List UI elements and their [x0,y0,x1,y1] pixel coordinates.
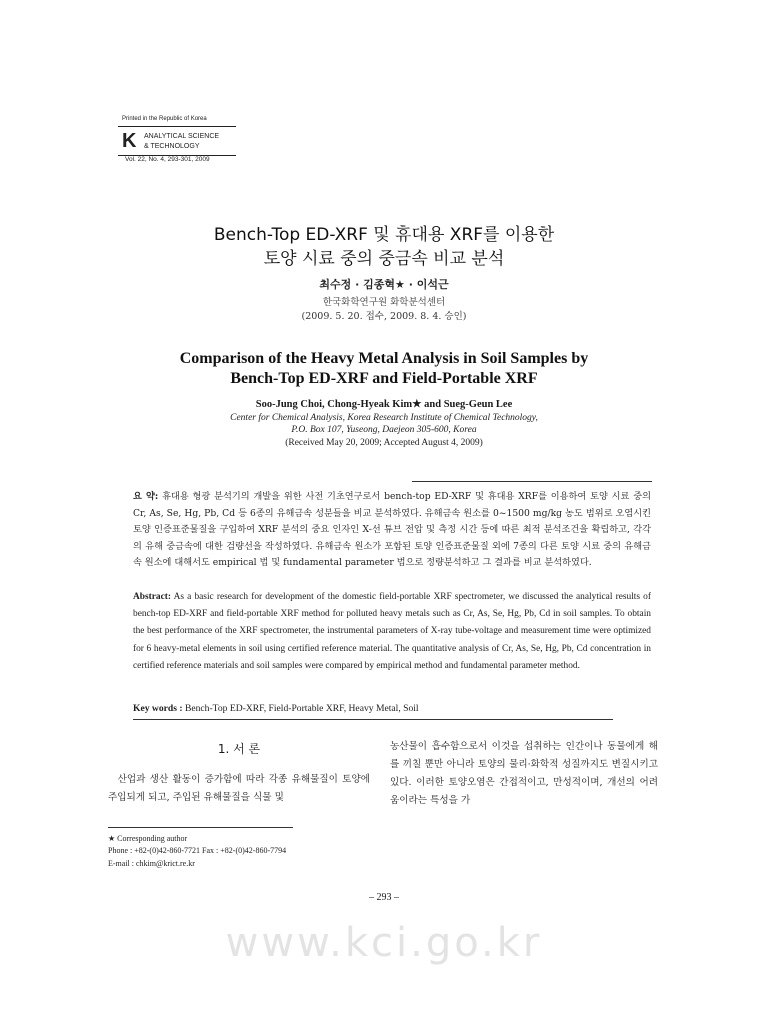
footnote-phone-fax: Phone : +82-(0)42-860-7721 Fax : +82-(0)42-860-7794 [108,846,287,855]
english-dates: (Received May 20, 2009; Accepted August 4, 2009) [285,438,483,448]
english-abstract-label: Abstract: [133,592,172,602]
korean-abstract [133,489,651,572]
journal-name [144,132,219,152]
left-column [108,740,370,807]
keywords [133,703,419,714]
section-heading-introduction: 1. 서 론 [217,742,261,756]
english-affiliation-line2: P.O. Box 107, Yuseong, Daejeon 305-600, Korea [291,425,477,435]
keywords-label: Key words : [133,703,183,714]
korean-abstract-text: 휴대용 형광 분석기의 개발을 위한 사전 기초연구로서 bench-top ED-XRF 및 휴대용 XRF를 이용하여 토양 시료 중의 Cr, As, Se, Hg, Pb, Cd 등 6종의 유해금속 성분들을 비교 분석하였다. 유해금속 원소를 0~1500 mg/kg 농도 범위로 오염시킨 토양 인증표준물질을 구입하여 XRF 분석의 중요 인자인 X-선 튜브 전압 및 측정 시간 등에 따른 최적 분석조건을 확립하고, 각각의 유해 중금속에 대한 검량선을 작성하였다. 유해금속 원소가 포함된 토양 인증표준물질 외에 7종의 다른 토양 시료 중의 유해금속 원소에 대해서도 empirical 법 및 fundamental parameter 법으로 정량분석하고 그 결과를 비교 분석하였다. [133,491,651,569]
journal-volume: Vol. 22, No. 4, 293-301, 2009 [125,156,210,163]
english-authors: Soo-Jung Choi, Chong-Hyeak Kim★ and Sueg-Geun Lee [255,399,513,410]
korean-abstract-label: 요 약: [133,491,159,502]
korean-title-line2: 토양 시료 중의 중금속 비교 분석 [263,249,505,269]
journal-header [118,126,236,156]
journal-name-line2: & TECHNOLOGY [144,143,200,150]
journal-name-line1: ANALYTICAL SCIENCE [144,133,220,140]
abstract-top-rule [412,481,652,482]
page-number: – 293 – [369,892,399,903]
footnote-rule [108,827,293,828]
korean-affiliation: 한국화학연구원 화학분석센터 [322,297,446,308]
korean-title-line1: Bench-Top ED-XRF 및 휴대용 XRF를 이용한 [213,225,555,245]
english-abstract-text: As a basic research for development of the domestic field-portable XRF spectrometer, we discussed the analytical results of bench-top ED-XRF and field-portable XRF method for polluted heavy metals such as Cr, As, Se, Hg, Pb, Cd in soil samples. To obtain the best performance of the XRF spectrometer, the instrumental parameters of X-ray tube-voltage and measurement time were optimized for 6 heavy-metal elements in soil using certified reference material. The quantitative analysis of Cr, As, Se, Hg, Pb, Cd concentration in certified reference materials and soil samples were compared by empirical method and fundamental parameter method. [133,592,651,671]
english-abstract [133,589,651,675]
footnote-corresponding: ★ Corresponding author [108,834,188,843]
footnote-email: E-mail : chkim@krict.re.kr [108,859,195,868]
right-column [390,738,658,810]
english-title-line2: Bench-Top ED-XRF and Field-Portable XRF [230,370,538,387]
printed-in-label: Printed in the Republic of Korea [122,116,207,122]
right-column-text: 농산물이 흡수함으로서 이것을 섭취하는 인간이나 동물에게 해를 끼칠 뿐만 아니라 토양의 물리·화학적 성질까지도 변질시키고 있다. 이러한 토양오염은 간접적이고, 만성적이며, 개선의 어려움이라는 특성을 가 [390,741,658,806]
korean-authors: 최수정 · 김종혁★ · 이석근 [319,278,449,291]
english-affiliation-line1: Center for Chemical Analysis, Korea Research Institute of Chemical Technology, [230,413,538,423]
left-column-text: 산업과 생산 활동이 증가함에 따라 각종 유해물질이 토양에 주입되게 되고, 주입된 유해물질을 식물 및 [108,774,370,803]
keywords-bottom-rule [133,719,613,720]
watermark: www.kci.go.kr [225,920,543,966]
korean-dates: (2009. 5. 20. 접수, 2009. 8. 4. 승인) [301,311,467,322]
keywords-text: Bench-Top ED-XRF, Field-Portable XRF, Heavy Metal, Soil [184,703,419,714]
journal-logo: K [122,130,137,152]
english-title-line1: Comparison of the Heavy Metal Analysis in Soil Samples by [179,350,589,367]
